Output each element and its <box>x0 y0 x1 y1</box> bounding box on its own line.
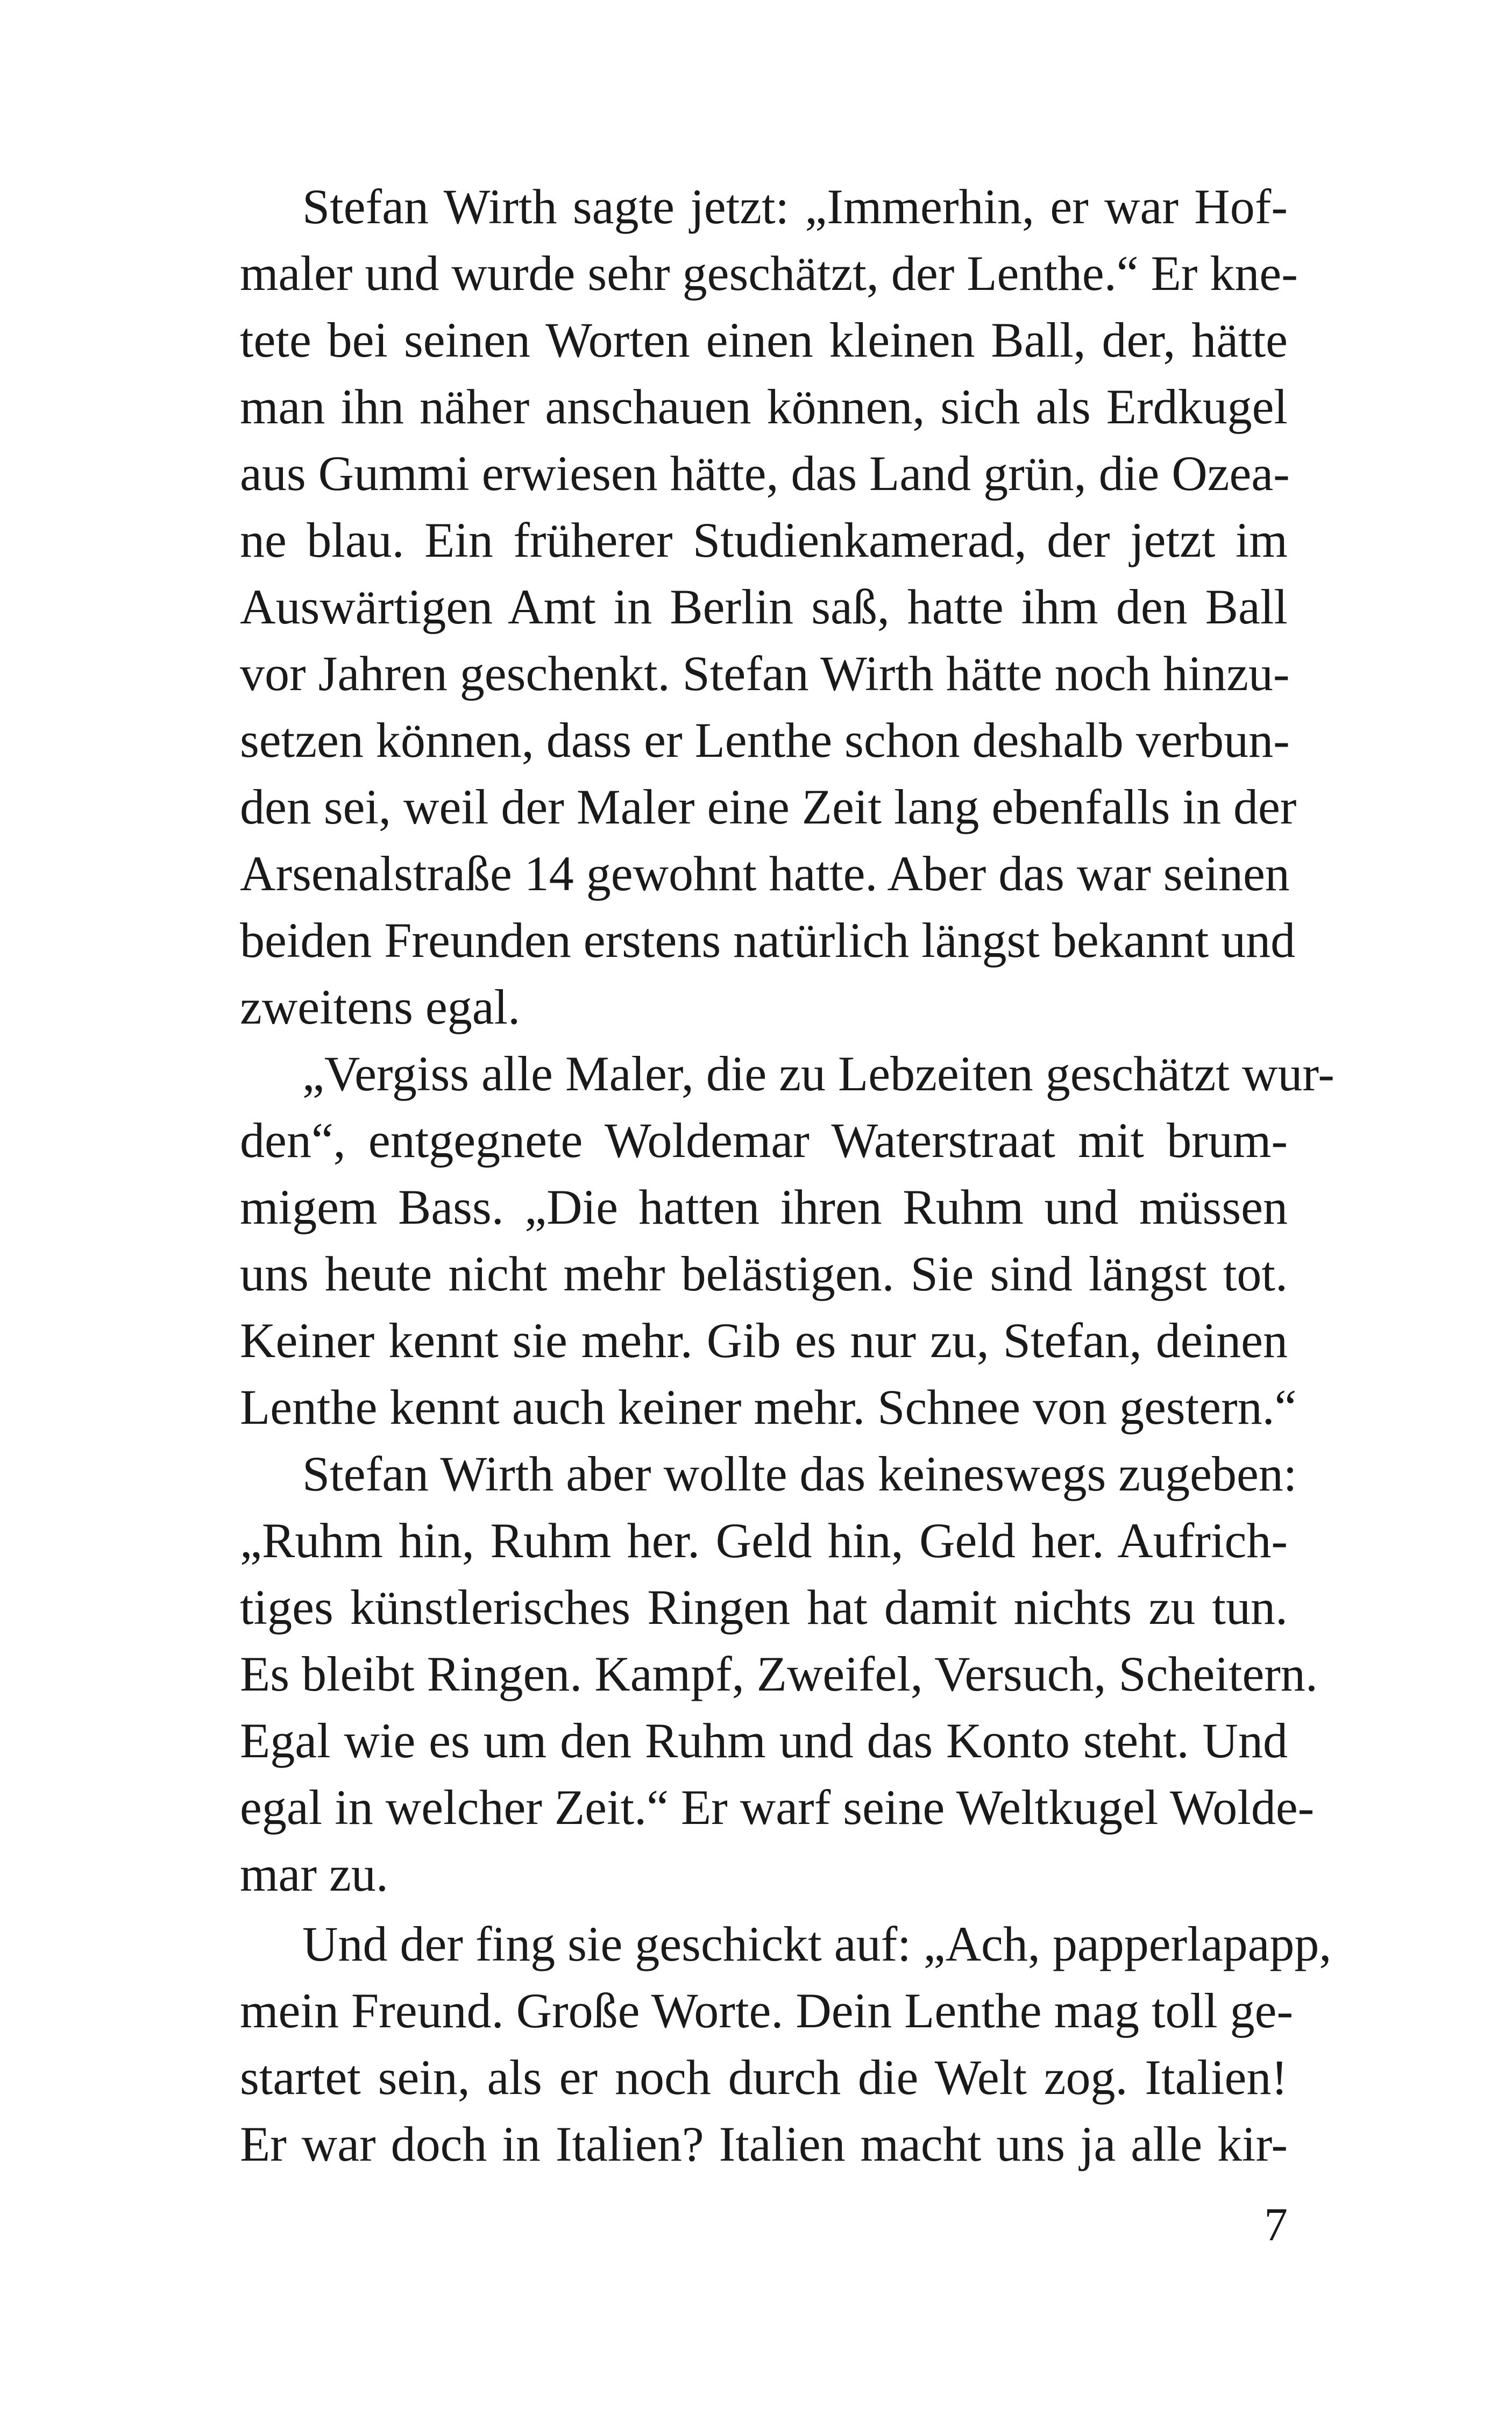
text-line: maler und wurde sehr geschätzt, der Lenthe.“ Er kne- <box>240 246 1298 301</box>
text-line: Lenthe kennt auch keiner mehr. Schnee von gestern.“ <box>240 1380 1297 1435</box>
text-line: den sei, weil der Maler eine Zeit lang ebenfalls in der <box>240 779 1297 834</box>
text-line: „Ruhm hin, Ruhm her. Geld hin, Geld her. Aufrich- <box>240 1513 1288 1568</box>
text-line: tete bei seinen Worten einen kleinen Ball, der, hätte <box>240 313 1288 367</box>
text-line: „Vergiss alle Maler, die zu Lebzeiten geschätzt wur- <box>302 1046 1334 1101</box>
text-line: Keiner kennt sie mehr. Gib es nur zu, Stefan, deinen <box>240 1313 1288 1368</box>
text-line: mein Freund. Große Worte. Dein Lenthe mag toll ge- <box>240 1983 1294 2038</box>
text-line: Arsenalstraße 14 gewohnt hatte. Aber das war seinen <box>240 846 1290 901</box>
text-line: Er war doch in Italien? Italien macht uns ja alle kir- <box>240 2117 1288 2171</box>
text-line: Egal wie es um den Ruhm und das Konto steht. Und <box>240 1713 1288 1768</box>
text-line: mar zu. <box>240 1847 388 1901</box>
text-line: man ihn näher anschauen können, sich als Erdkugel <box>240 379 1288 434</box>
text-line: aus Gummi erwiesen hätte, das Land grün, die Ozea- <box>240 446 1290 501</box>
text-line: setzen können, dass er Lenthe schon deshalb verbun- <box>240 713 1290 768</box>
text-line: beiden Freunden erstens natürlich längst bekannt und <box>240 913 1296 968</box>
text-line: migem Bass. „Die hatten ihren Ruhm und müssen <box>240 1180 1288 1234</box>
text-line: Stefan Wirth aber wollte das keineswegs zugeben: <box>302 1446 1297 1501</box>
text-line: Es bleibt Ringen. Kampf, Zweifel, Versuch, Scheitern. <box>240 1646 1318 1701</box>
text-line: Und der fing sie geschickt auf: „Ach, papperlapapp, <box>302 1916 1332 1971</box>
text-line: Auswärtigen Amt in Berlin saß, hatte ihm den Ball <box>240 579 1288 634</box>
text-line: vor Jahren geschenkt. Stefan Wirth hätte noch hinzu- <box>240 646 1290 701</box>
text-line: zweitens egal. <box>240 979 521 1034</box>
text-line: tiges künstlerisches Ringen hat damit nichts zu tun. <box>240 1580 1288 1635</box>
text-line: den“, entgegnete Woldemar Waterstraat mit brum- <box>240 1113 1288 1168</box>
text-line: uns heute nicht mehr belästigen. Sie sind längst tot. <box>240 1246 1288 1301</box>
page-number: 7 <box>1264 2199 1288 2251</box>
text-line: Stefan Wirth sagte jetzt: „Immerhin, er war Hof- <box>302 179 1288 234</box>
text-line: startet sein, als er noch durch die Welt zog. Italien! <box>240 2050 1288 2105</box>
text-line: egal in welcher Zeit.“ Er warf seine Weltkugel Wolde- <box>240 1780 1315 1835</box>
text-line: ne blau. Ein früherer Studienkamerad, der jetzt im <box>240 513 1288 567</box>
